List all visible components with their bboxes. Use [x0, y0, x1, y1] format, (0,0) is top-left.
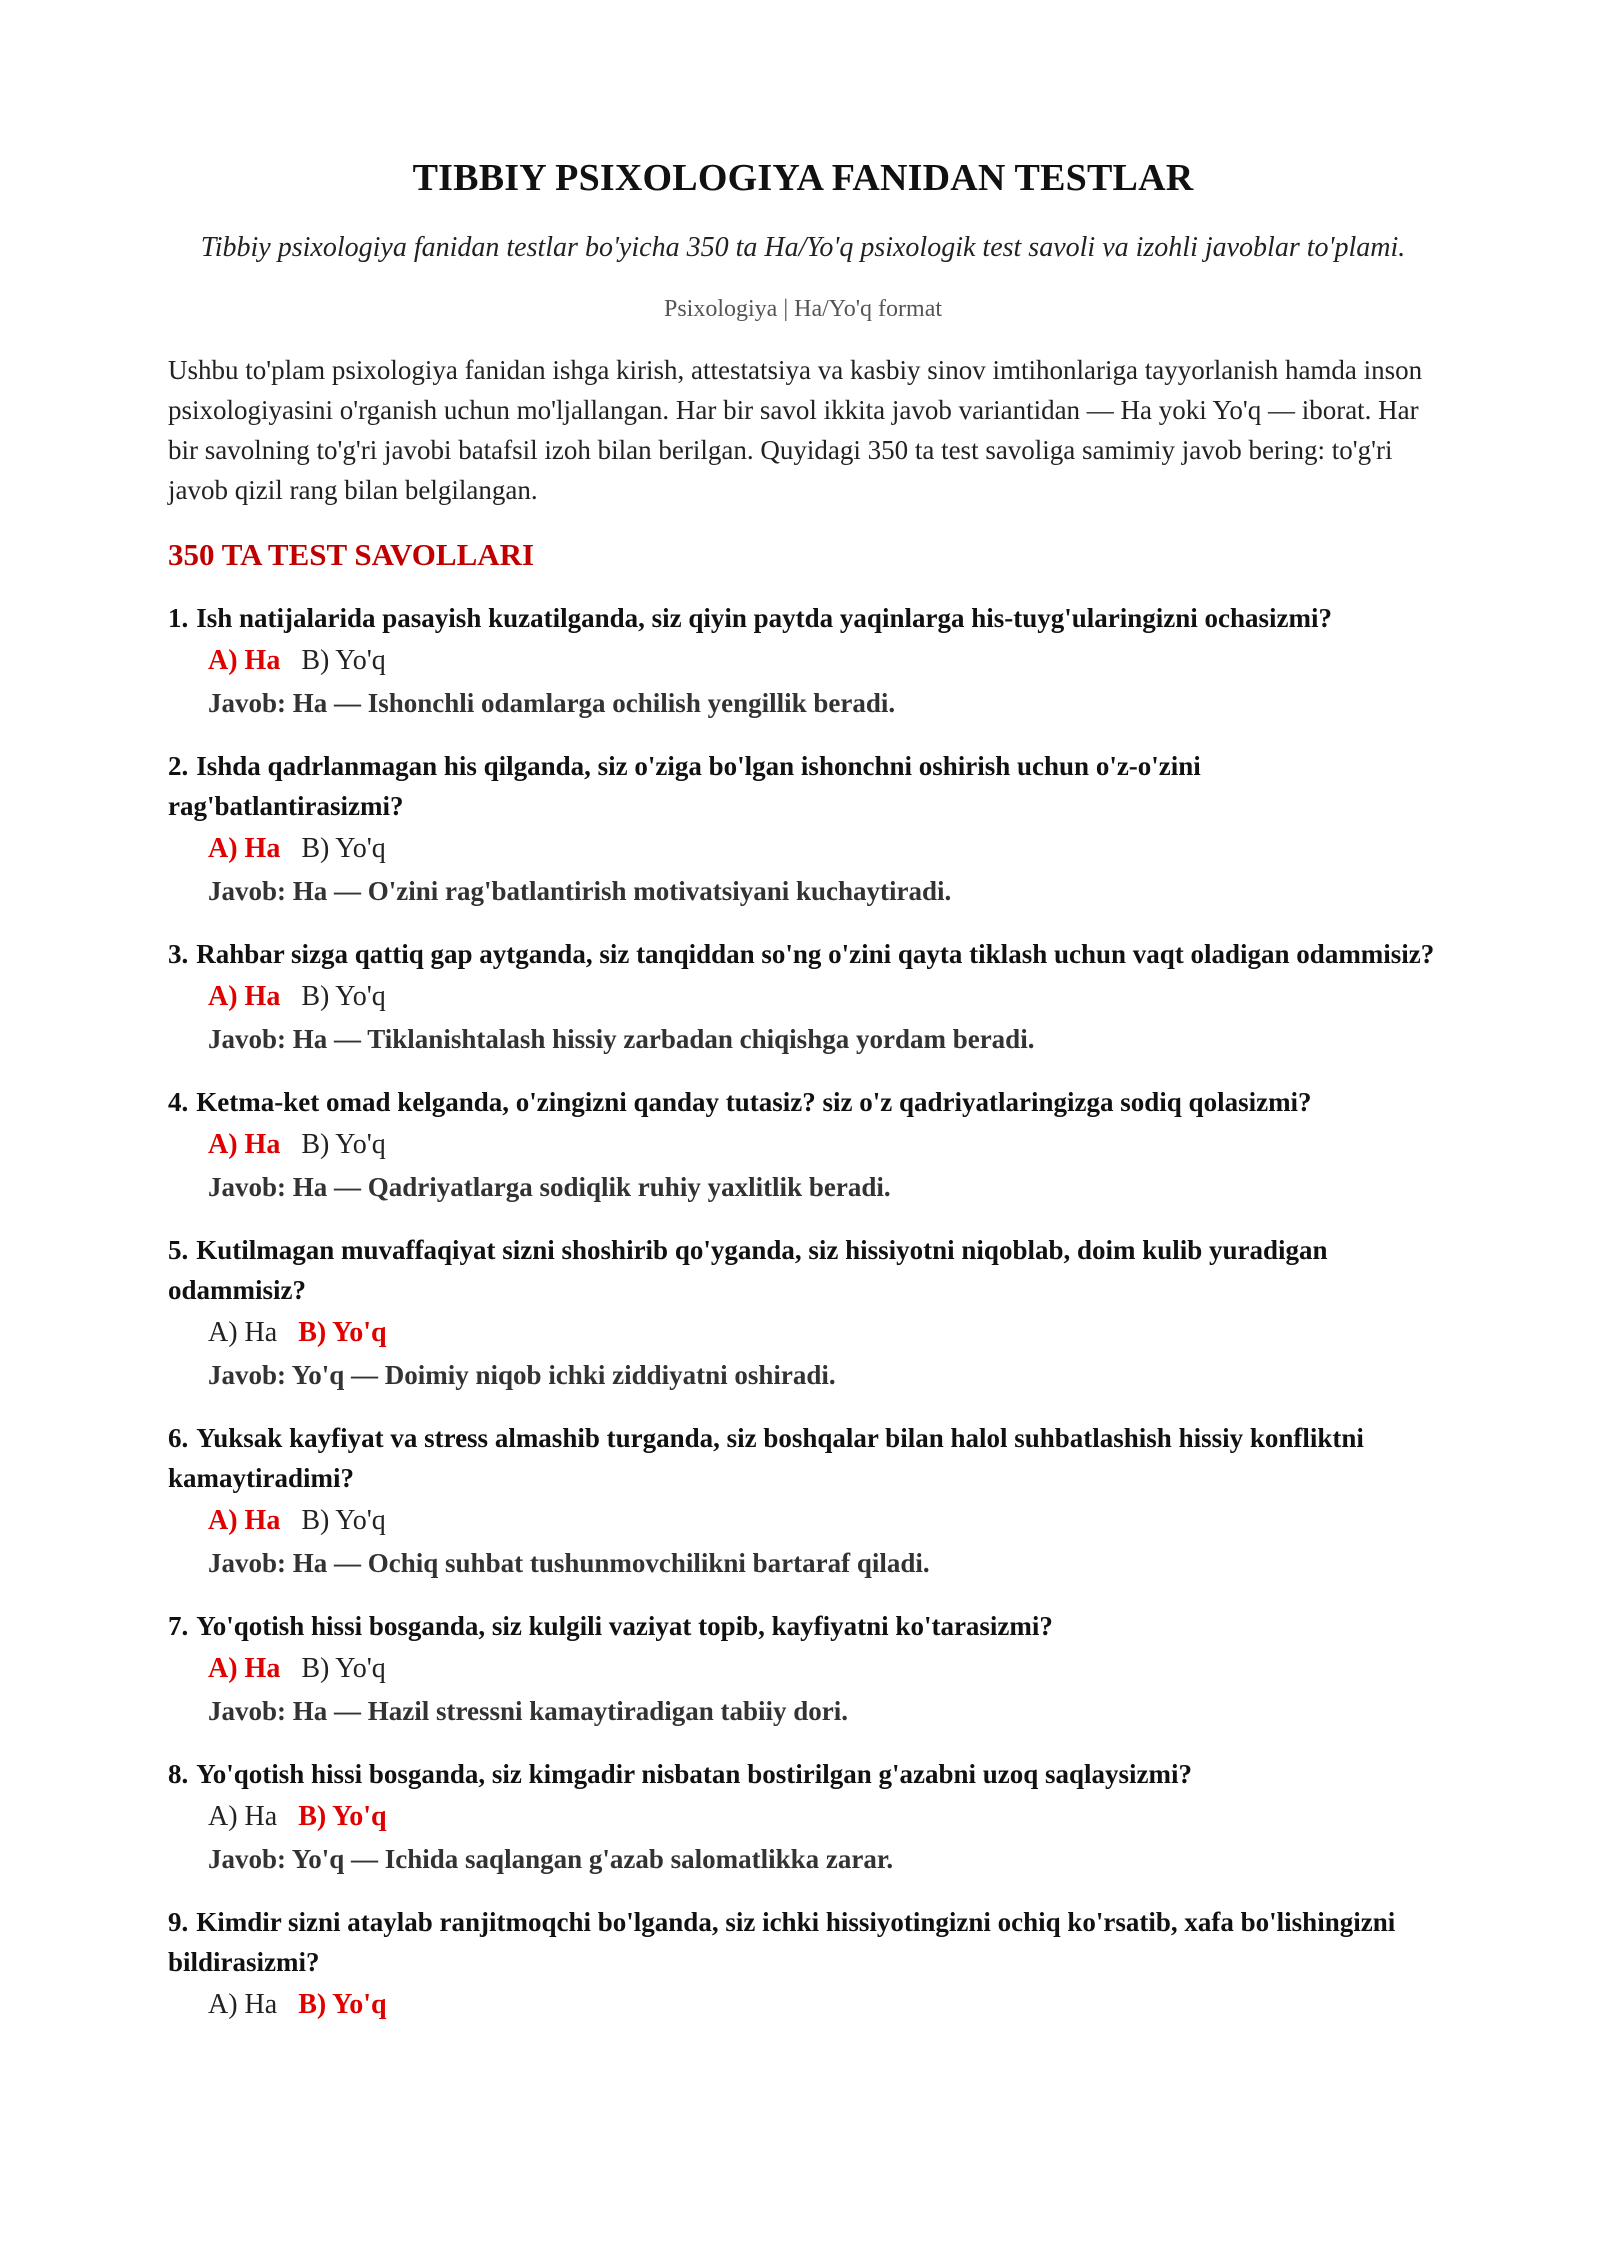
question-number: 5.: [168, 1235, 189, 1265]
question-list: [168, 598, 1438, 2026]
option-b[interactable]: B) Yo'q: [301, 981, 386, 1012]
question-body: Yo'qotish hissi bosganda, siz kimgadir nisbatan bostirilgan g'azabni uzoq saqlaysizmi?: [196, 1759, 1193, 1789]
option-b[interactable]: B) Yo'q: [301, 1129, 386, 1160]
answer-options: [168, 1500, 1438, 1542]
document-subtitle: Tibbiy psixologiya fanidan testlar bo'yicha 350 ta Ha/Yo'q psixologik test savoli va izohli javoblar to'plami.: [200, 232, 1406, 263]
answer-options: [168, 1312, 1438, 1354]
question-text: [168, 1082, 1438, 1122]
option-a[interactable]: A) Ha: [208, 1317, 278, 1348]
question-item: [168, 1902, 1438, 2026]
option-b[interactable]: B) Yo'q: [301, 1505, 386, 1536]
answer-explanation: Javob: Yo'q — Doimiy niqob ichki ziddiyatni oshiradi.: [208, 1360, 836, 1390]
answer-options: [168, 1648, 1438, 1690]
option-b[interactable]: B) Yo'q: [298, 1989, 387, 2020]
question-text: [168, 598, 1438, 638]
document-title: TIBBIY PSIXOLOGIYA FANIDAN TESTLAR: [412, 157, 1194, 199]
question-body: Rahbar sizga qattiq gap aytganda, siz tanqiddan so'ng o'zini qayta tiklash uchun vaqt oladigan odammisiz?: [196, 939, 1435, 969]
question-body: Yo'qotish hissi bosganda, siz kulgili vaziyat topib, kayfiyatni ko'tarasizmi?: [196, 1611, 1053, 1641]
question-item: [168, 1418, 1438, 1584]
option-b[interactable]: B) Yo'q: [301, 645, 386, 676]
option-a[interactable]: A) Ha: [208, 833, 281, 864]
question-number: 9.: [168, 1907, 189, 1937]
answer-options: [168, 1124, 1438, 1166]
question-number: 8.: [168, 1759, 189, 1789]
option-a[interactable]: A) Ha: [208, 645, 281, 676]
intro-paragraph: Ushbu to'plam psixologiya fanidan ishga kirish, attestatsiya va kasbiy sinov imtihonlariga tayyorlanish hamda inson psixologiyasini o'rganish uchun mo'ljallangan. Har bir savol ikkita javob variantidan — Ha yoki Yo'q — iborat. Har bir savolning to'g'ri javobi batafsil izoh bilan berilgan. Quyidagi 350 ta test savoliga samimiy javob bering: to'g'ri javob qizil rang bilan belgilangan.: [168, 355, 1423, 505]
option-b[interactable]: B) Yo'q: [301, 1653, 386, 1684]
question-text: [168, 1230, 1438, 1310]
question-item: [168, 1606, 1438, 1732]
answer-options: [168, 976, 1438, 1018]
question-body: Kimdir sizni ataylab ranjitmoqchi bo'lganda, siz ichki hissiyotingizni ochiq ko'rsatib, xafa bo'lishingizni bildirasizmi?: [168, 1907, 1396, 1977]
question-item: [168, 1754, 1438, 1880]
question-text: [168, 746, 1438, 826]
option-b[interactable]: B) Yo'q: [298, 1801, 387, 1832]
question-item: [168, 1230, 1438, 1396]
question-number: 4.: [168, 1087, 189, 1117]
answer-explanation: Javob: Ha — Ishonchli odamlarga ochilish yengillik beradi.: [208, 688, 896, 718]
answer-explanation: Javob: Ha — Ochiq suhbat tushunmovchilikni bartaraf qiladi.: [208, 1548, 930, 1578]
question-text: [168, 1902, 1438, 1982]
question-number: 6.: [168, 1423, 189, 1453]
answer-explanation: Javob: Ha — Hazil stressni kamaytiradigan tabiiy dori.: [208, 1696, 849, 1726]
question-body: Yuksak kayfiyat va stress almashib turganda, siz boshqalar bilan halol suhbatlashish hissiy konfliktni kamaytiradimi?: [168, 1423, 1364, 1493]
answer-explanation: Javob: Ha — O'zini rag'batlantirish motivatsiyani kuchaytiradi.: [208, 876, 952, 906]
question-number: 7.: [168, 1611, 189, 1641]
question-item: [168, 746, 1438, 912]
document-meta: Psixologiya | Ha/Yo'q format: [663, 296, 943, 322]
option-a[interactable]: A) Ha: [208, 1653, 281, 1684]
question-item: [168, 934, 1438, 1060]
question-number: 2.: [168, 751, 189, 781]
answer-explanation: Javob: Ha — Tiklanishtalash hissiy zarbadan chiqishga yordam beradi.: [208, 1024, 1035, 1054]
question-body: Ishda qadrlanmagan his qilganda, siz o'ziga bo'lgan ishonchni oshirish uchun o'z-o'zini rag'batlantirasizmi?: [168, 751, 1201, 821]
question-body: Ish natijalarida pasayish kuzatilganda, siz qiyin paytda yaqinlarga his-tuyg'ularingizni ochasizmi?: [196, 603, 1332, 633]
option-a[interactable]: A) Ha: [208, 1505, 281, 1536]
question-text: [168, 1606, 1438, 1646]
option-a[interactable]: A) Ha: [208, 1129, 281, 1160]
answer-explanation: Javob: Yo'q — Ichida saqlangan g'azab salomatlikka zarar.: [208, 1844, 894, 1874]
question-item: [168, 598, 1438, 724]
answer-options: [168, 828, 1438, 870]
option-b[interactable]: B) Yo'q: [301, 833, 386, 864]
question-text: [168, 934, 1438, 974]
answer-options: [168, 640, 1438, 682]
question-body: Ketma-ket omad kelganda, o'zingizni qanday tutasiz? siz o'z qadriyatlaringizga sodiq qolasizmi?: [196, 1087, 1312, 1117]
option-a[interactable]: A) Ha: [208, 1989, 278, 2020]
question-body: Kutilmagan muvaffaqiyat sizni shoshirib qo'yganda, siz hissiyotni niqoblab, doim kulib yuradigan odammisiz?: [168, 1235, 1328, 1305]
section-heading: 350 TA TEST SAVOLLARI: [168, 537, 535, 572]
question-number: 1.: [168, 603, 189, 633]
document-page: [168, 150, 1438, 2026]
question-text: [168, 1754, 1438, 1794]
answer-options: [168, 1984, 1438, 2026]
question-text: [168, 1418, 1438, 1498]
option-b[interactable]: B) Yo'q: [298, 1317, 387, 1348]
option-a[interactable]: A) Ha: [208, 1801, 278, 1832]
option-a[interactable]: A) Ha: [208, 981, 281, 1012]
answer-explanation: Javob: Ha — Qadriyatlarga sodiqlik ruhiy yaxlitlik beradi.: [208, 1172, 891, 1202]
question-number: 3.: [168, 939, 189, 969]
answer-options: [168, 1796, 1438, 1838]
question-item: [168, 1082, 1438, 1208]
